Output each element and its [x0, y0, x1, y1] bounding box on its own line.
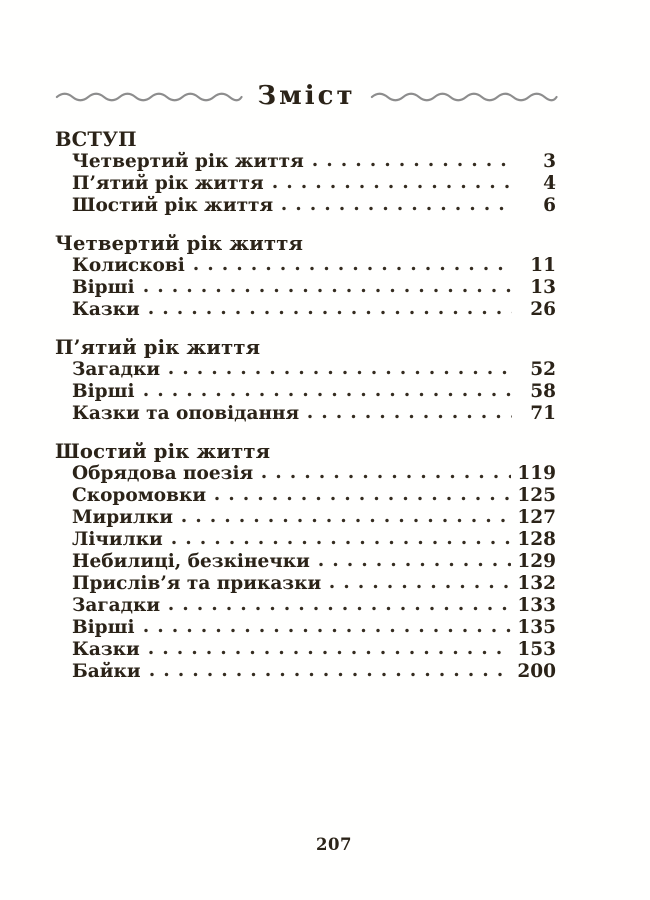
toc-section — [55, 441, 556, 683]
entry-label: Шостий рік життя — [72, 195, 274, 216]
entry-page-number: 135 — [517, 617, 556, 638]
dot-leader — [144, 392, 512, 397]
toc-entry — [55, 507, 556, 529]
entry-page-number: 119 — [517, 463, 556, 484]
toc-section — [55, 337, 556, 425]
entry-page-number: 58 — [530, 381, 556, 402]
entry-label: Вірші — [72, 617, 135, 638]
toc-entry — [55, 661, 556, 683]
dot-leader — [144, 288, 512, 293]
dot-leader — [150, 672, 512, 677]
entry-label: Казки — [72, 299, 140, 320]
contents-header — [55, 82, 558, 112]
section-entry-list — [55, 463, 556, 683]
toc-entry — [55, 639, 556, 661]
dot-leader — [262, 474, 511, 479]
dot-leader — [149, 650, 512, 655]
dot-leader — [215, 496, 511, 501]
entry-label: Вірші — [72, 381, 135, 402]
toc-entry — [55, 463, 556, 485]
entry-page-number: 125 — [517, 485, 556, 506]
entry-label: Казки та оповідання — [72, 403, 300, 424]
dot-leader — [182, 518, 511, 523]
toc-section — [55, 129, 556, 217]
entry-label: Байки — [72, 661, 141, 682]
entry-page-number: 6 — [543, 195, 556, 216]
entry-label: Скоромовки — [72, 485, 207, 506]
toc-entry — [55, 173, 556, 195]
section-heading: ВСТУП — [55, 128, 137, 151]
entry-label: Вірші — [72, 277, 135, 298]
toc-entry — [55, 151, 556, 173]
table-of-contents — [55, 129, 556, 683]
toc-entry — [55, 255, 556, 277]
entry-page-number: 26 — [530, 299, 556, 320]
entry-page-number: 52 — [530, 359, 556, 380]
entry-label: П’ятий рік життя — [72, 173, 264, 194]
entry-page-number: 153 — [517, 639, 556, 660]
page-footer — [0, 835, 650, 854]
dot-leader — [330, 584, 511, 589]
dot-leader — [149, 310, 512, 315]
entry-label: Прислів’я та приказки — [72, 573, 322, 594]
section-heading: Четвертий рік життя — [55, 232, 304, 255]
page-title: Зміст — [257, 81, 356, 111]
entry-page-number: 200 — [517, 661, 556, 682]
toc-entry — [55, 617, 556, 639]
section-heading: Шостий рік життя — [55, 440, 271, 463]
entry-page-number: 132 — [517, 573, 556, 594]
toc-section — [55, 233, 556, 321]
dot-leader — [169, 606, 511, 611]
toc-entry — [55, 359, 556, 381]
entry-label: Мирилки — [72, 507, 173, 528]
toc-entry — [55, 529, 556, 551]
section-entry-list — [55, 151, 556, 217]
toc-entry — [55, 277, 556, 299]
section-entry-list — [55, 255, 556, 321]
entry-page-number: 129 — [517, 551, 556, 572]
toc-entry — [55, 403, 556, 425]
toc-entry — [55, 573, 556, 595]
entry-label: Колискові — [72, 255, 185, 276]
entry-page-number: 13 — [530, 277, 556, 298]
entry-page-number: 4 — [543, 173, 556, 194]
toc-entry — [55, 551, 556, 573]
dot-leader — [144, 628, 512, 633]
entry-label: Казки — [72, 639, 140, 660]
wavy-rule-right-icon — [370, 90, 558, 104]
entry-page-number: 3 — [543, 151, 556, 172]
dot-leader — [194, 266, 512, 271]
entry-page-number: 127 — [517, 507, 556, 528]
section-heading: П’ятий рік життя — [55, 336, 261, 359]
dot-leader — [172, 540, 512, 545]
toc-entry — [55, 195, 556, 217]
entry-label: Небилиці, безкінечки — [72, 551, 310, 572]
wavy-rule-left-icon — [55, 90, 243, 104]
entry-label: Обрядова поезія — [72, 463, 254, 484]
folio-page-number: 207 — [316, 835, 352, 854]
entry-page-number: 128 — [517, 529, 556, 550]
entry-page-number: 11 — [530, 255, 556, 276]
toc-entry — [55, 595, 556, 617]
dot-leader — [169, 370, 512, 375]
toc-entry — [55, 299, 556, 321]
dot-leader — [308, 414, 512, 419]
section-entry-list — [55, 359, 556, 425]
entry-page-number: 71 — [530, 403, 556, 424]
toc-entry — [55, 381, 556, 403]
dot-leader — [273, 184, 512, 189]
dot-leader — [282, 206, 512, 211]
dot-leader — [313, 162, 512, 167]
toc-entry — [55, 485, 556, 507]
dot-leader — [319, 562, 511, 567]
entry-label: Загадки — [72, 359, 161, 380]
entry-page-number: 133 — [517, 595, 556, 616]
entry-label: Лічилки — [72, 529, 163, 550]
entry-label: Загадки — [72, 595, 161, 616]
entry-label: Четвертий рік життя — [72, 151, 304, 172]
